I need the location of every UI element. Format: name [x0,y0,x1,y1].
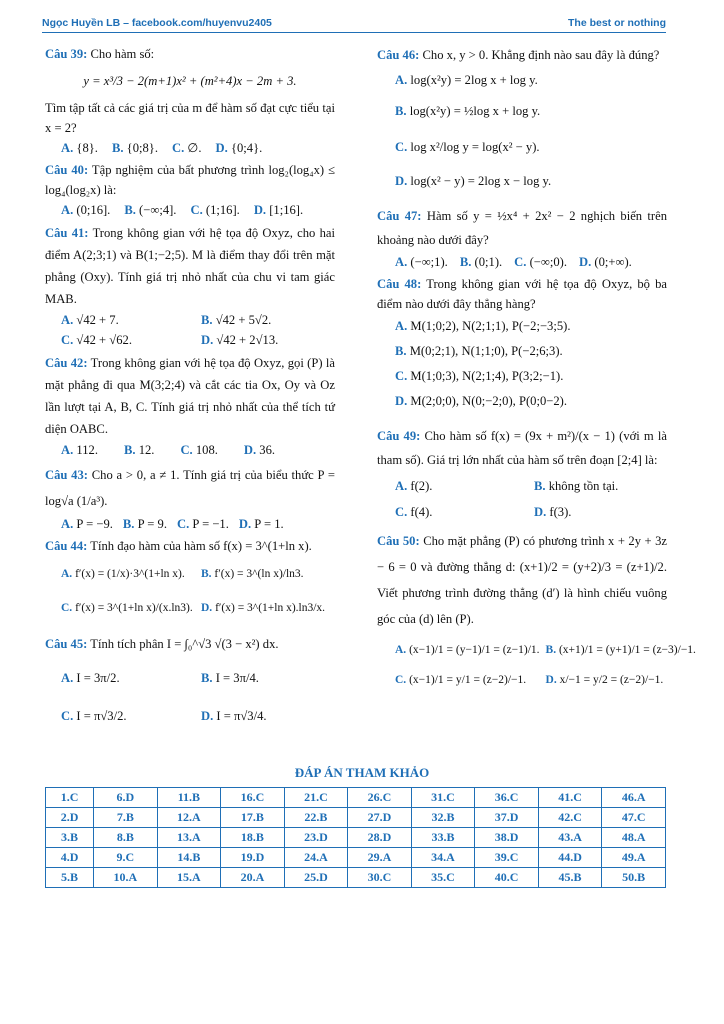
option-d[interactable] [395,166,667,196]
option-letter: D. [395,394,411,408]
answer-cell: 8.B [94,828,158,848]
option-letter: B. [459,255,475,269]
option-a[interactable] [61,440,98,460]
answer-row [46,808,666,828]
option-b[interactable] [546,640,696,660]
option-text: {0;4}. [230,141,263,155]
option-letter: D. [534,505,550,519]
answer-cell: 25.D [284,868,348,888]
option-b[interactable] [201,564,335,584]
option-text: (−∞;0). [529,255,567,269]
answer-cell: 34.A [411,848,475,868]
option-a[interactable] [395,314,667,339]
question-40 [45,160,335,220]
answer-cell: 44.D [538,848,602,868]
answer-row [46,848,666,868]
option-text: (0;+∞). [594,255,632,269]
answer-cell: 22.B [284,808,348,828]
option-c[interactable] [177,514,229,534]
option-text: (x+1)/1 = (y+1)/1 = (z−3)/−1. [558,644,696,656]
option-letter: A. [395,255,411,269]
question-number: Câu 40: [45,163,89,177]
option-letter: B. [201,671,216,685]
option-c[interactable] [514,252,567,272]
option-letter: B. [201,313,216,327]
option-text: P = −1. [192,517,229,531]
answer-cell: 49.A [602,848,666,868]
option-c[interactable] [61,706,195,726]
option-letter: A. [61,671,77,685]
option-b[interactable] [460,252,502,272]
option-d[interactable] [244,440,275,460]
question-number: Câu 48: [377,277,422,291]
option-text: f′(x) = 3^(1+ln x).ln3/x. [215,602,326,614]
question-text: Trong không gian với hệ tọa độ Oxyz, gọi (P) là mặt phẳng đi qua M(3;2;4) và cắt các tia Ox, Oy và Oz lần lượt tại A, B, C. Tính giá trị nhỏ nhất của thể tích tứ diện OABC. [45,356,335,436]
header-author: Ngọc Huyền LB – facebook.com/huyenvu2405 [42,17,272,29]
answer-table [45,787,666,888]
option-letter: C. [395,505,411,519]
answer-cell: 18.B [221,828,285,848]
answer-cell: 30.C [348,868,412,888]
option-text: (−∞;1). [410,255,448,269]
option-c[interactable] [395,364,667,389]
answer-cell: 26.C [348,788,412,808]
answer-row [46,828,666,848]
answer-cell: 31.C [411,788,475,808]
option-a[interactable] [395,252,448,272]
question-number: Câu 46: [377,48,420,62]
option-letter: A. [395,644,410,656]
answer-cell: 21.C [284,788,348,808]
option-text: √42 + 7. [76,313,119,327]
option-letter: C. [514,255,530,269]
question-text-continued: Tìm tập tất cả các giá trị của m để hàm số đạt cực tiểu tại x = 2? [45,101,335,135]
option-text: [1;16]. [269,203,304,217]
option-text: I = 3π/4. [215,671,259,685]
option-letter: C. [190,203,206,217]
option-text: 12. [138,443,155,457]
option-text: log x²/log y = log(x² − y). [410,140,540,154]
answer-cell: 41.C [538,788,602,808]
option-c[interactable] [180,440,217,460]
option-a[interactable] [61,564,195,584]
answer-cell: 24.A [284,848,348,868]
option-letter: B. [534,479,549,493]
answer-cell: 7.B [94,808,158,828]
option-text: f(3). [549,505,572,519]
question-text: Tập nghiệm của bất phương trình log₂(log₄x) ≤ log₄(log₂x) là: [45,163,335,197]
answer-cell: 27.D [348,808,412,828]
answer-cell: 2.D [46,808,94,828]
option-letter: C. [61,602,76,614]
answer-cell: 10.A [94,868,158,888]
answer-cell: 3.B [46,828,94,848]
option-letter: A. [61,443,77,457]
page-header [42,14,666,33]
option-text: M(1;0;2), N(2;1;1), P(−2;−3;5). [410,319,571,333]
option-letter: B. [395,344,410,358]
option-text: f(4). [410,505,433,519]
option-letter: D. [579,255,595,269]
answer-cell: 39.C [475,848,539,868]
option-letter: B. [124,203,140,217]
option-letter: D. [395,174,411,188]
answer-cell: 43.A [538,828,602,848]
option-a[interactable] [395,66,667,94]
option-d[interactable] [216,138,263,158]
answer-cell: 14.B [157,848,221,868]
option-letter: B. [395,104,410,118]
answer-cell: 50.B [602,868,666,888]
question-number: Câu 41: [45,226,89,240]
answer-cell: 23.D [284,828,348,848]
option-letter: B. [123,443,139,457]
answer-cell: 45.B [538,868,602,888]
question-41 [45,222,335,350]
answer-cell: 5.B [46,868,94,888]
answer-cell: 6.D [94,788,158,808]
answer-cell: 38.D [475,828,539,848]
option-letter: A. [395,319,411,333]
answer-cell: 1.C [46,788,94,808]
option-letter: D. [545,674,560,686]
option-a[interactable] [61,310,195,330]
option-text: I = π√3/4. [216,709,267,723]
option-letter: D. [215,141,231,155]
option-text: (−∞;4]. [139,203,177,217]
option-text: {8}. [76,141,98,155]
question-44 [45,536,335,618]
option-d[interactable] [201,598,335,618]
option-letter: B. [122,517,138,531]
answer-cell: 47.C [602,808,666,828]
option-text: log(x²y) = 2log x + log y. [410,73,538,87]
question-39 [45,44,335,158]
option-text: (x−1)/1 = y/1 = (z−2)/−1. [409,674,527,686]
option-letter: A. [395,479,411,493]
option-letter: D. [243,443,260,457]
option-letter: D. [201,602,216,614]
answer-cell: 16.C [221,788,285,808]
option-text: f(2). [410,479,433,493]
option-text: (0;1). [474,255,503,269]
question-47 [377,204,667,272]
option-letter: A. [61,313,77,327]
option-text: I = 3π/2. [76,671,120,685]
option-letter: C. [395,674,410,686]
question-text: Hàm số y = ½x⁴ + 2x² − 2 nghịch biến trên khoảng nào dưới đây? [377,209,667,247]
option-c[interactable] [172,138,202,158]
option-letter: D. [201,709,217,723]
option-b[interactable] [534,476,667,496]
option-text: ∅. [187,141,202,155]
question-45 [45,634,335,726]
option-b[interactable] [201,668,335,688]
option-text: √42 + √62. [76,333,132,347]
question-text: Trong không gian với hệ tọa độ Oxyz, cho hai điểm A(2;3;1) và B(1;−2;5). M là điểm thay đổi trên mặt phẳng (Oxy). Tính giá trị nhỏ nhất của chu vi tam giác MAB. [45,226,336,306]
option-text: không tồn tại. [548,479,619,493]
option-text: M(2;0;0), N(0;−2;0), P(0;0−2). [410,394,567,408]
option-letter: B. [201,568,215,580]
answer-cell: 42.C [538,808,602,828]
question-formula: y = x³/3 − 2(m+1)x² + (m²+4)x − 2m + 3. [83,74,297,88]
question-number: Câu 45: [45,637,88,651]
question-text: Cho x, y > 0. Khẳng định nào sau đây là đúng? [422,48,660,62]
question-number: Câu 44: [45,539,88,553]
answer-cell: 32.B [411,808,475,828]
left-column [45,44,335,726]
option-c[interactable] [61,330,195,350]
option-letter: D. [253,203,270,217]
question-number: Câu 47: [377,209,422,223]
option-text: f′(x) = 3^(1+ln x)/(x.ln3). [75,602,193,614]
option-text: (x−1)/1 = (y−1)/1 = (z−1)/1. [409,644,540,656]
question-text: Cho mặt phẳng (P) có phương trình x + 2y + 3z − 6 = 0 và đường thẳng d: (x+1)/2 = (y+2)/3 = (z+1)/2. Viết phương trình đường thẳng (d′) là hình chiếu vuông góc của (d) lên (P). [377,534,667,626]
option-text: I = π√3/2. [76,709,127,723]
option-letter: C. [61,709,77,723]
option-letter: A. [61,141,77,155]
question-number: Câu 43: [45,468,88,482]
option-b[interactable] [123,514,167,534]
answer-cell: 20.A [221,868,285,888]
option-a[interactable] [395,640,540,660]
option-text: (0;16]. [76,203,111,217]
option-d[interactable] [579,252,632,272]
answers-title: ĐÁP ÁN THAM KHẢO [294,765,430,780]
option-text: log(x² − y) = 2log x − log y. [410,174,552,188]
option-letter: C. [395,369,411,383]
option-c[interactable] [61,598,195,618]
question-49 [377,424,667,522]
question-text: Cho hàm số: [90,47,155,61]
option-text: 36. [259,443,276,457]
answer-row [46,868,666,888]
option-letter: A. [61,568,76,580]
option-d[interactable] [254,200,303,220]
answer-cell: 28.D [348,828,412,848]
question-48 [377,274,667,414]
answer-cell: 46.A [602,788,666,808]
option-a[interactable] [61,138,98,158]
question-number: Câu 49: [377,429,421,443]
option-a[interactable] [61,200,110,220]
option-text: P = −9. [76,517,113,531]
option-d[interactable] [201,330,335,350]
option-letter: B. [545,644,559,656]
answer-row [46,788,666,808]
question-number: Câu 42: [45,356,88,370]
answer-cell: 33.B [411,828,475,848]
question-text: Cho a > 0, a ≠ 1. Tính giá trị của biểu thức P = log√a (1/a³). [45,468,335,508]
option-text: {0;8}. [126,141,158,155]
answer-cell: 15.A [157,868,221,888]
option-letter: A. [61,517,77,531]
option-text: x/−1 = y/2 = (z−2)/−1. [559,674,664,686]
answer-cell: 36.C [475,788,539,808]
option-letter: C. [176,517,193,531]
question-text: Tính đạo hàm của hàm số f(x) = 3^(1+ln x). [90,539,312,553]
answer-cell: 17.B [221,808,285,828]
option-a[interactable] [61,668,195,688]
option-d[interactable] [534,502,667,522]
option-c[interactable] [395,128,667,166]
question-number: Câu 39: [45,47,88,61]
question-50 [377,528,696,690]
option-b[interactable] [124,200,176,220]
header-slogan: The best or nothing [568,17,666,29]
answer-cell: 9.C [94,848,158,868]
question-text: Cho hàm số f(x) = (9x + m²)/(x − 1) (với m là tham số). Giá trị lớn nhất của hàm số trên đoạn [2;4] là: [377,429,667,467]
option-d[interactable] [201,706,335,726]
option-text: M(1;0;3), N(2;1;4), P(3;2;−1). [410,369,564,383]
option-b[interactable] [395,339,667,364]
option-letter: C. [172,141,188,155]
option-letter: C. [61,333,77,347]
option-text: P = 9. [137,517,167,531]
option-c[interactable] [395,502,528,522]
option-letter: D. [238,517,255,531]
option-text: √42 + 5√2. [215,313,272,327]
option-a[interactable] [395,476,528,496]
option-b[interactable] [124,440,154,460]
answer-cell: 48.A [602,828,666,848]
option-d[interactable] [239,514,284,534]
right-column [377,44,696,690]
option-letter: A. [395,73,411,87]
option-b[interactable] [395,94,667,128]
option-text: log(x²y) = ½log x + log y. [409,104,541,118]
option-b[interactable] [112,138,158,158]
option-b[interactable] [201,310,335,330]
option-text: (1;16]. [205,203,240,217]
option-letter: B. [111,141,127,155]
option-text: 112. [76,443,98,457]
answer-cell: 19.D [221,848,285,868]
option-text: 108. [195,443,218,457]
answer-cell: 11.B [157,788,221,808]
question-text: Trong không gian với hệ tọa độ Oxyz, bộ ba điểm nào dưới đây thẳng hàng? [377,277,667,311]
answer-cell: 40.C [475,868,539,888]
option-letter: C. [180,443,196,457]
answer-cell: 12.A [157,808,221,828]
answer-cell: 29.A [348,848,412,868]
option-text: √42 + 2√13. [216,333,279,347]
question-46 [377,44,667,196]
question-text: Tính tích phân I = ∫₀^√3 √(3 − x²) dx. [90,637,279,651]
option-d[interactable] [395,389,667,414]
option-c[interactable] [190,200,239,220]
option-letter: A. [61,203,77,217]
option-text: f′(x) = (1/x)·3^(1+ln x). [75,568,185,580]
option-text: P = 1. [254,517,284,531]
option-letter: C. [395,140,411,154]
option-text: f′(x) = 3^(ln x)/ln3. [214,568,304,580]
option-a[interactable] [61,514,113,534]
option-d[interactable] [546,670,696,690]
answer-cell: 4.D [46,848,94,868]
answer-cell: 35.C [411,868,475,888]
option-c[interactable] [395,670,540,690]
question-43 [45,462,335,534]
question-42 [45,352,335,460]
answer-cell: 37.D [475,808,539,828]
option-text: M(0;2;1), N(1;1;0), P(−2;6;3). [409,344,563,358]
option-letter: D. [201,333,217,347]
question-number: Câu 50: [377,534,420,548]
answer-cell: 13.A [157,828,221,848]
